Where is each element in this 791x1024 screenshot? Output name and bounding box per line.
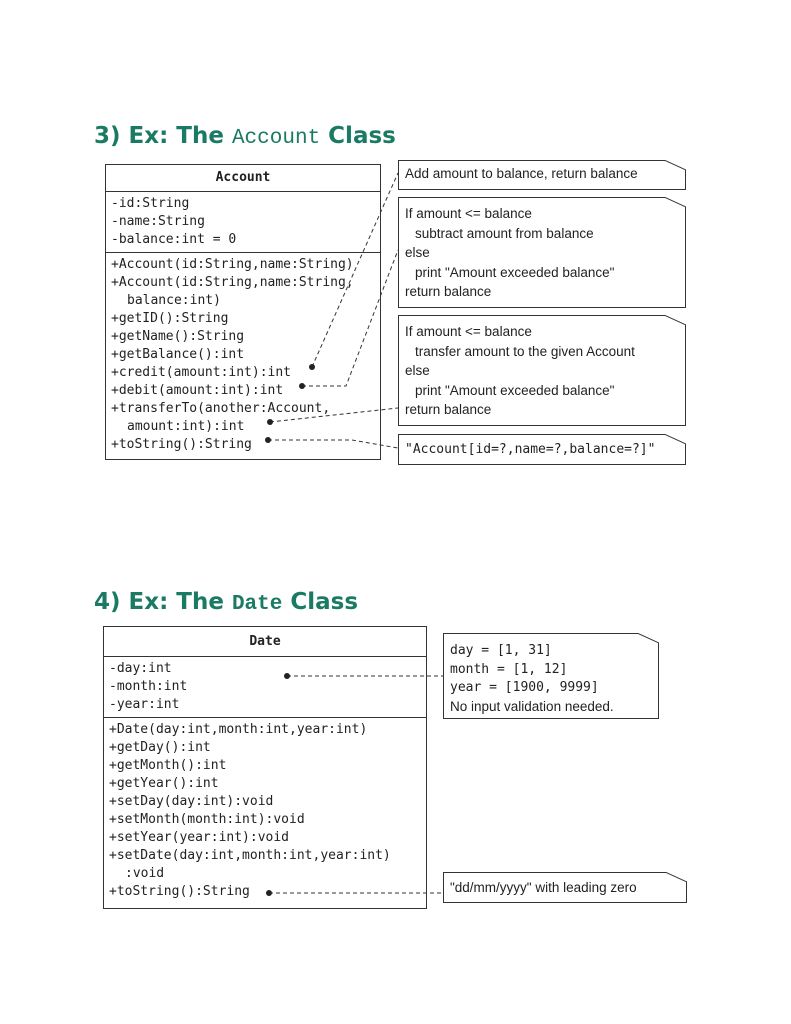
note-fold-icon [637, 633, 659, 643]
account-class-box [105, 164, 381, 460]
heading-suffix: Class [282, 589, 359, 615]
method-getmonth: +getMonth():int [109, 758, 227, 773]
method-setdate: +setDate(day:int,month:int,year:int) [109, 848, 391, 863]
account-methods [106, 253, 380, 457]
method-transferto: +transferTo(another:Account, [111, 401, 331, 416]
note-debit-line: print "Amount exceeded balance" [415, 264, 615, 280]
attribute-year: -year:int [109, 697, 180, 712]
attribute-name: -name:String [111, 214, 205, 229]
note-debit-line: subtract amount from balance [415, 225, 594, 241]
method-tostring: +toString():String [111, 437, 252, 452]
note-tostring [398, 434, 686, 465]
method-tostring: +toString():String [109, 884, 250, 899]
note-transfer-line: print "Amount exceeded balance" [415, 382, 615, 398]
account-class-name: Account [106, 165, 380, 192]
note-date-line: month = [1, 12] [450, 661, 568, 677]
note-debit-line: return balance [405, 284, 492, 300]
note-debit-line: else [405, 245, 430, 261]
note-transfer-line: return balance [405, 402, 492, 418]
method-constructor-1: +Account(id:String,name:String) [111, 257, 354, 272]
note-credit [398, 160, 686, 190]
note-transfer-line: transfer amount to the given Account [415, 343, 635, 359]
heading-prefix: 4) Ex: The [94, 589, 232, 615]
method-getid: +getID():String [111, 311, 229, 326]
note-fold-icon [664, 160, 686, 170]
note-fold-icon [664, 315, 686, 325]
method-setday: +setDay(day:int):void [109, 794, 274, 809]
method-setmonth: +setMonth(month:int):void [109, 812, 305, 827]
attribute-month: -month:int [109, 679, 188, 694]
section-4-heading [94, 588, 358, 619]
note-date-ranges [443, 633, 659, 719]
method-getname: +getName():String [111, 329, 245, 344]
note-fold-icon [665, 872, 687, 882]
note-tostring-text: "Account[id=?,name=?,balance=?]" [405, 442, 656, 457]
note-date-line: No input validation needed. [450, 698, 614, 714]
heading-suffix: Class [320, 123, 396, 149]
heading-class-name: Date [231, 593, 283, 616]
attribute-balance: -balance:int = 0 [111, 232, 237, 247]
note-debit [398, 197, 686, 308]
heading-prefix: 3) Ex: The [94, 123, 232, 149]
heading-class-name: Account [231, 127, 321, 150]
account-attributes [106, 192, 380, 253]
note-debit-line: If amount <= balance [405, 206, 532, 221]
date-class-name: Date [104, 627, 426, 657]
date-attributes [104, 657, 426, 718]
note-transfer [398, 315, 686, 426]
method-getyear: +getYear():int [109, 776, 219, 791]
method-credit: +credit(amount:int):int [111, 365, 292, 380]
method-getbalance: +getBalance():int [111, 347, 245, 362]
method-setyear: +setYear(year:int):void [109, 830, 290, 845]
attribute-day: -day:int [109, 661, 172, 676]
method-constructor-2-cont: balance:int) [127, 293, 221, 308]
note-date-line: day = [1, 31] [450, 643, 552, 658]
note-transfer-line: else [405, 363, 430, 379]
note-credit-text: Add amount to balance, return balance [405, 166, 638, 181]
attribute-id: -id:String [111, 196, 190, 211]
method-setdate-cont: :void [125, 866, 165, 881]
note-fold-icon [664, 434, 686, 444]
section-3-heading [94, 122, 396, 153]
method-transferto-cont: amount:int):int [127, 419, 245, 434]
note-fold-icon [664, 197, 686, 207]
date-class-box [103, 626, 427, 909]
method-constructor-2: +Account(id:String,name:String, [111, 275, 354, 290]
method-debit: +debit(amount:int):int [111, 383, 284, 398]
note-date-tostring-text: "dd/mm/yyyy" with leading zero [450, 880, 637, 895]
note-date-line: year = [1900, 9999] [450, 680, 599, 695]
note-transfer-line: If amount <= balance [405, 324, 532, 339]
method-constructor: +Date(day:int,month:int,year:int) [109, 722, 368, 737]
note-date-tostring [443, 872, 687, 903]
method-getday: +getDay():int [109, 740, 211, 755]
date-methods [104, 718, 426, 904]
